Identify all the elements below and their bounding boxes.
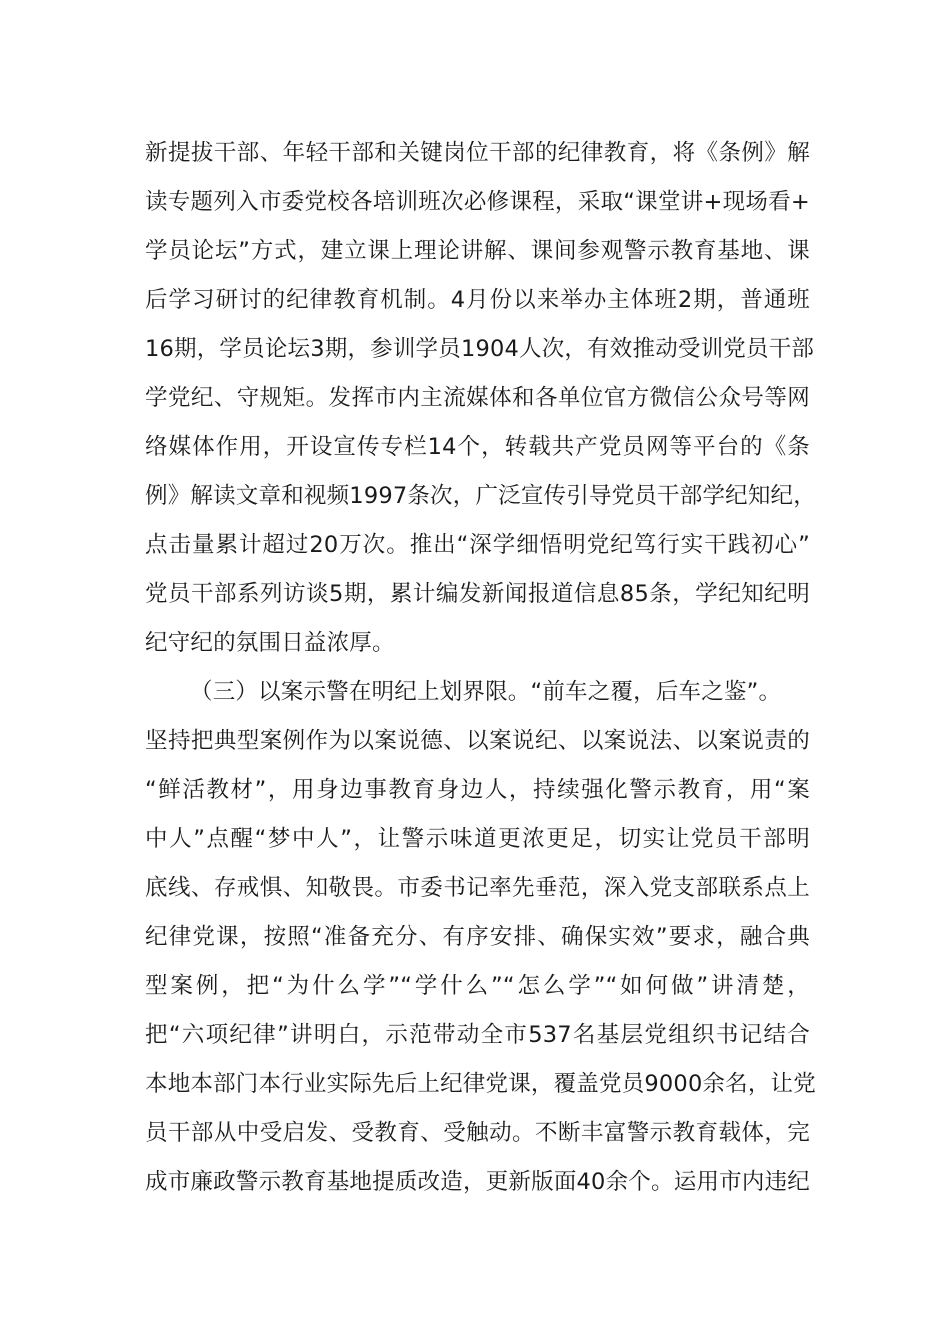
paragraph-line: 点击量累计超过20万次。推出“深学细悟明党纪笃行实干践初心”	[145, 532, 810, 558]
paragraph-line: 坚持把典型案例作为以案说德、以案说纪、以案说法、以案说责的	[145, 728, 810, 754]
paragraph-line: 中人”点醒“梦中人”，让警示味道更浓更足，切实让党员干部明	[145, 826, 810, 852]
paragraph-line: 底线、存戒惧、知敬畏。市委书记率先垂范，深入党支部联系点上	[145, 875, 810, 901]
paragraph-line: 员干部从中受启发、受教育、受触动。不断丰富警示教育载体，完	[145, 1120, 810, 1146]
paragraph-line: 后学习研讨的纪律教育机制。4月份以来举办主体班2期，普通班	[145, 287, 810, 313]
paragraph-line: 例》解读文章和视频1997条次，广泛宣传引导党员干部学纪知纪，	[145, 483, 816, 509]
paragraph-line: 把“六项纪律”讲明白，示范带动全市537名基层党组织书记结合	[145, 1022, 810, 1048]
section-heading-line: （三）以案示警在明纪上划界限。“前车之覆，后车之鉴”。	[190, 679, 782, 705]
paragraph-line: 纪律党课，按照“准备充分、有序安排、确保实效”要求，融合典	[145, 924, 810, 950]
paragraph-last-line: 纪守纪的氛围日益浓厚。	[145, 630, 395, 656]
paragraph-line: 16期，学员论坛3期，参训学员1904人次，有效推动受训党员干部	[145, 336, 815, 362]
paragraph-line: 络媒体作用，开设宣传专栏14个，转载共产党员网等平台的《条	[145, 434, 810, 460]
paragraph-line: 党员干部系列访谈5期，累计编发新闻报道信息85条，学纪知纪明	[145, 581, 810, 607]
paragraph-line: 新提拔干部、年轻干部和关键岗位干部的纪律教育，将《条例》解	[145, 140, 810, 166]
paragraph-line: 学党纪、守规矩。发挥市内主流媒体和各单位官方微信公众号等网	[145, 385, 810, 411]
paragraph-line: 学员论坛”方式，建立课上理论讲解、课间参观警示教育基地、课	[145, 238, 810, 264]
paragraph-line: 成市廉政警示教育基地提质改造，更新版面40余个。运用市内违纪	[145, 1169, 810, 1195]
paragraph-line: 型案例，把“为什么学”“学什么”“怎么学”“如何做”讲清楚，	[145, 973, 810, 999]
paragraph-line: 读专题列入市委党校各培训班次必修课程，采取“课堂讲+现场看+	[145, 189, 810, 215]
paragraph-line: “鲜活教材”，用身边事教育身边人，持续强化警示教育，用“案	[145, 777, 810, 803]
paragraph-line: 本地本部门本行业实际先后上纪律党课，覆盖党员9000余名，让党	[145, 1071, 816, 1097]
